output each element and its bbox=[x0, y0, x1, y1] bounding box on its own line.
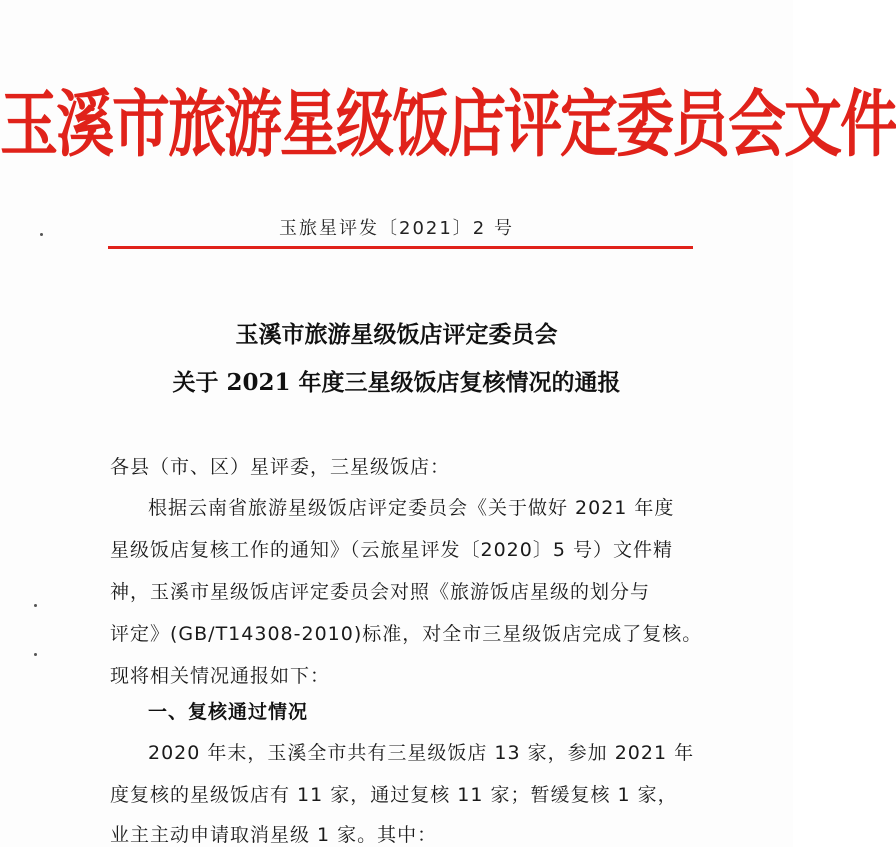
document-title-line-2: 关于 2021 年度三星级饭店复核情况的通报 bbox=[172, 369, 621, 396]
salutation: 各县（市、区）星评委，三星级饭店： bbox=[110, 456, 451, 478]
letterhead-title: 玉溪市旅游星级饭店评定委员会文件 bbox=[0, 81, 896, 167]
paragraph-2-line-1: 2020 年末，玉溪全市共有三星级饭店 13 家，参加 2021 年 bbox=[148, 742, 695, 764]
section-heading-1: 一、复核通过情况 bbox=[148, 701, 309, 723]
scan-speck bbox=[34, 653, 37, 656]
paragraph-1-line-2: 星级饭店复核工作的通知》（云旅星评发〔2020〕5 号）文件精 bbox=[110, 539, 673, 561]
paragraph-1-line-1: 根据云南省旅游星级饭店评定委员会《关于做好 2021 年度 bbox=[148, 497, 675, 519]
document-title-line-1: 玉溪市旅游星级饭店评定委员会 bbox=[235, 321, 558, 348]
paragraph-2-line-2: 度复核的星级饭店有 11 家，通过复核 11 家；暂缓复核 1 家， bbox=[110, 784, 678, 806]
scan-speck bbox=[40, 233, 43, 236]
scan-speck bbox=[34, 604, 37, 607]
paragraph-2-line-3: 业主主动申请取消星级 1 家。其中： bbox=[110, 824, 438, 846]
document-number: 玉旅星评发〔2021〕2 号 bbox=[279, 218, 514, 239]
paragraph-1-line-4: 评定》(GB/T14308-2010)标准，对全市三星级饭店完成了复核。 bbox=[110, 623, 703, 645]
paragraph-1-line-3: 神，玉溪市星级饭店评定委员会对照《旅游饭店星级的划分与 bbox=[110, 581, 651, 603]
red-divider-line bbox=[108, 246, 693, 249]
paragraph-1-line-5: 现将相关情况通报如下： bbox=[110, 665, 331, 687]
